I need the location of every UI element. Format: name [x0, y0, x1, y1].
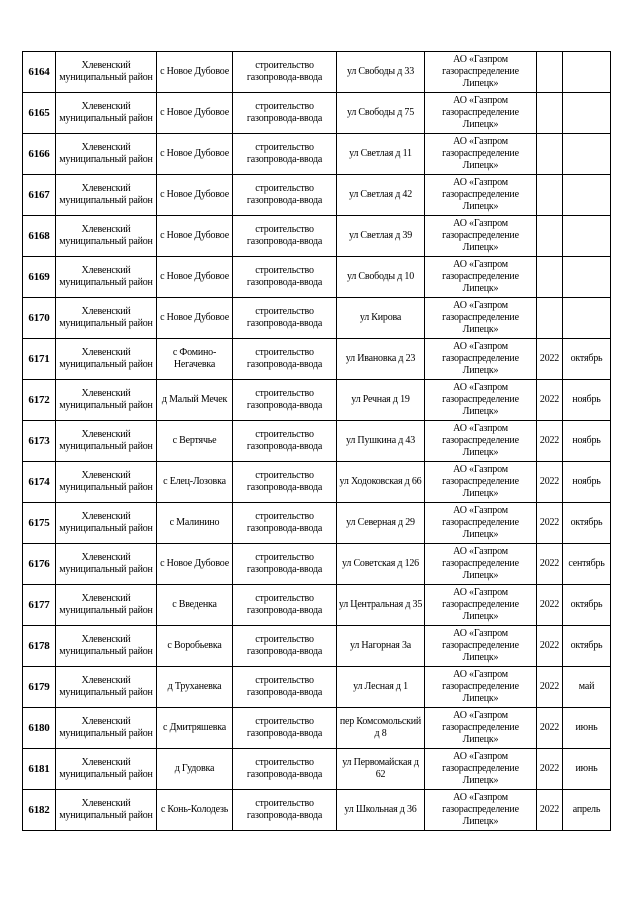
locality-cell: д Малый Мечек	[157, 380, 233, 421]
year-cell	[537, 52, 563, 93]
district-cell: Хлевенский муниципальный район	[56, 667, 157, 708]
work-type-cell: строительство газопровода-ввода	[233, 626, 337, 667]
year-cell	[537, 175, 563, 216]
year-cell: 2022	[537, 585, 563, 626]
address-cell: ул Первомайская д 62	[337, 749, 425, 790]
work-type-cell: строительство газопровода-ввода	[233, 790, 337, 831]
work-type-cell: строительство газопровода-ввода	[233, 503, 337, 544]
month-cell: май	[563, 667, 611, 708]
row-number-cell: 6165	[23, 93, 56, 134]
organization-cell: АО «Газпром газораспределение Липецк»	[425, 626, 537, 667]
work-type-cell: строительство газопровода-ввода	[233, 175, 337, 216]
locality-cell: с Новое Дубовое	[157, 175, 233, 216]
organization-cell: АО «Газпром газораспределение Липецк»	[425, 667, 537, 708]
organization-cell: АО «Газпром газораспределение Липецк»	[425, 216, 537, 257]
table-row	[23, 749, 611, 790]
district-cell: Хлевенский муниципальный район	[56, 421, 157, 462]
table-row	[23, 339, 611, 380]
month-cell: сентябрь	[563, 544, 611, 585]
work-type-cell: строительство газопровода-ввода	[233, 52, 337, 93]
row-number-cell: 6173	[23, 421, 56, 462]
month-cell: октябрь	[563, 503, 611, 544]
locality-cell: д Труханевка	[157, 667, 233, 708]
month-cell: октябрь	[563, 626, 611, 667]
row-number-cell: 6178	[23, 626, 56, 667]
year-cell: 2022	[537, 339, 563, 380]
row-number-cell: 6171	[23, 339, 56, 380]
year-cell: 2022	[537, 462, 563, 503]
district-cell: Хлевенский муниципальный район	[56, 339, 157, 380]
table-row	[23, 503, 611, 544]
month-cell: октябрь	[563, 585, 611, 626]
month-cell	[563, 257, 611, 298]
table-row	[23, 257, 611, 298]
organization-cell: АО «Газпром газораспределение Липецк»	[425, 544, 537, 585]
organization-cell: АО «Газпром газораспределение Липецк»	[425, 749, 537, 790]
organization-cell: АО «Газпром газораспределение Липецк»	[425, 380, 537, 421]
year-cell	[537, 134, 563, 175]
row-number-cell: 6167	[23, 175, 56, 216]
month-cell	[563, 52, 611, 93]
row-number-cell: 6166	[23, 134, 56, 175]
year-cell: 2022	[537, 380, 563, 421]
locality-cell: с Вертячье	[157, 421, 233, 462]
work-type-cell: строительство газопровода-ввода	[233, 667, 337, 708]
row-number-cell: 6182	[23, 790, 56, 831]
month-cell	[563, 298, 611, 339]
month-cell	[563, 216, 611, 257]
district-cell: Хлевенский муниципальный район	[56, 52, 157, 93]
address-cell: ул Центральная д 35	[337, 585, 425, 626]
table-row	[23, 790, 611, 831]
work-type-cell: строительство газопровода-ввода	[233, 216, 337, 257]
month-cell: июнь	[563, 749, 611, 790]
row-number-cell: 6164	[23, 52, 56, 93]
work-type-cell: строительство газопровода-ввода	[233, 462, 337, 503]
table-row	[23, 175, 611, 216]
organization-cell: АО «Газпром газораспределение Липецк»	[425, 708, 537, 749]
table-row	[23, 585, 611, 626]
table-row	[23, 134, 611, 175]
table-body	[23, 52, 611, 831]
district-cell: Хлевенский муниципальный район	[56, 544, 157, 585]
locality-cell: с Елец-Лозовка	[157, 462, 233, 503]
row-number-cell: 6168	[23, 216, 56, 257]
row-number-cell: 6174	[23, 462, 56, 503]
year-cell	[537, 93, 563, 134]
row-number-cell: 6181	[23, 749, 56, 790]
work-type-cell: строительство газопровода-ввода	[233, 257, 337, 298]
row-number-cell: 6179	[23, 667, 56, 708]
table-row	[23, 421, 611, 462]
work-type-cell: строительство газопровода-ввода	[233, 134, 337, 175]
locality-cell: с Введенка	[157, 585, 233, 626]
work-type-cell: строительство газопровода-ввода	[233, 93, 337, 134]
address-cell: ул Северная д 29	[337, 503, 425, 544]
gas-connection-table	[22, 51, 611, 831]
locality-cell: с Новое Дубовое	[157, 134, 233, 175]
row-number-cell: 6177	[23, 585, 56, 626]
year-cell: 2022	[537, 503, 563, 544]
organization-cell: АО «Газпром газораспределение Липецк»	[425, 421, 537, 462]
work-type-cell: строительство газопровода-ввода	[233, 298, 337, 339]
locality-cell: с Новое Дубовое	[157, 298, 233, 339]
month-cell: октябрь	[563, 339, 611, 380]
year-cell: 2022	[537, 667, 563, 708]
district-cell: Хлевенский муниципальный район	[56, 790, 157, 831]
table-row	[23, 52, 611, 93]
address-cell: ул Ивановка д 23	[337, 339, 425, 380]
year-cell	[537, 216, 563, 257]
table-row	[23, 216, 611, 257]
locality-cell: с Конь-Колодезь	[157, 790, 233, 831]
month-cell	[563, 134, 611, 175]
address-cell: ул Ходоковская д 66	[337, 462, 425, 503]
organization-cell: АО «Газпром газораспределение Липецк»	[425, 93, 537, 134]
locality-cell: с Новое Дубовое	[157, 216, 233, 257]
table-row	[23, 708, 611, 749]
address-cell: ул Пушкина д 43	[337, 421, 425, 462]
address-cell: ул Школьная д 36	[337, 790, 425, 831]
month-cell: ноябрь	[563, 462, 611, 503]
address-cell: ул Советская д 126	[337, 544, 425, 585]
month-cell: апрель	[563, 790, 611, 831]
address-cell: ул Светлая д 39	[337, 216, 425, 257]
locality-cell: с Новое Дубовое	[157, 93, 233, 134]
district-cell: Хлевенский муниципальный район	[56, 175, 157, 216]
organization-cell: АО «Газпром газораспределение Липецк»	[425, 790, 537, 831]
district-cell: Хлевенский муниципальный район	[56, 749, 157, 790]
work-type-cell: строительство газопровода-ввода	[233, 380, 337, 421]
district-cell: Хлевенский муниципальный район	[56, 462, 157, 503]
organization-cell: АО «Газпром газораспределение Липецк»	[425, 175, 537, 216]
locality-cell: д Гудовка	[157, 749, 233, 790]
row-number-cell: 6170	[23, 298, 56, 339]
month-cell: ноябрь	[563, 380, 611, 421]
locality-cell: с Дмитряшевка	[157, 708, 233, 749]
district-cell: Хлевенский муниципальный район	[56, 585, 157, 626]
address-cell: ул Речная д 19	[337, 380, 425, 421]
work-type-cell: строительство газопровода-ввода	[233, 749, 337, 790]
year-cell: 2022	[537, 544, 563, 585]
district-cell: Хлевенский муниципальный район	[56, 134, 157, 175]
table-row	[23, 93, 611, 134]
locality-cell: с Фомино-Негачевка	[157, 339, 233, 380]
address-cell: ул Нагорная 3а	[337, 626, 425, 667]
organization-cell: АО «Газпром газораспределение Липецк»	[425, 585, 537, 626]
district-cell: Хлевенский муниципальный район	[56, 216, 157, 257]
table-row	[23, 462, 611, 503]
year-cell: 2022	[537, 749, 563, 790]
address-cell: ул Светлая д 11	[337, 134, 425, 175]
month-cell	[563, 93, 611, 134]
locality-cell: с Новое Дубовое	[157, 52, 233, 93]
table-row	[23, 380, 611, 421]
work-type-cell: строительство газопровода-ввода	[233, 585, 337, 626]
locality-cell: с Воробьевка	[157, 626, 233, 667]
work-type-cell: строительство газопровода-ввода	[233, 544, 337, 585]
district-cell: Хлевенский муниципальный район	[56, 298, 157, 339]
month-cell: ноябрь	[563, 421, 611, 462]
district-cell: Хлевенский муниципальный район	[56, 93, 157, 134]
table-row	[23, 667, 611, 708]
organization-cell: АО «Газпром газораспределение Липецк»	[425, 134, 537, 175]
row-number-cell: 6180	[23, 708, 56, 749]
work-type-cell: строительство газопровода-ввода	[233, 421, 337, 462]
row-number-cell: 6175	[23, 503, 56, 544]
table-row	[23, 626, 611, 667]
year-cell: 2022	[537, 421, 563, 462]
organization-cell: АО «Газпром газораспределение Липецк»	[425, 52, 537, 93]
year-cell: 2022	[537, 708, 563, 749]
year-cell: 2022	[537, 790, 563, 831]
district-cell: Хлевенский муниципальный район	[56, 503, 157, 544]
row-number-cell: 6169	[23, 257, 56, 298]
row-number-cell: 6172	[23, 380, 56, 421]
district-cell: Хлевенский муниципальный район	[56, 380, 157, 421]
work-type-cell: строительство газопровода-ввода	[233, 339, 337, 380]
month-cell	[563, 175, 611, 216]
address-cell: пер Комсомольский д 8	[337, 708, 425, 749]
locality-cell: с Новое Дубовое	[157, 544, 233, 585]
locality-cell: с Новое Дубовое	[157, 257, 233, 298]
address-cell: ул Лесная д 1	[337, 667, 425, 708]
year-cell: 2022	[537, 626, 563, 667]
district-cell: Хлевенский муниципальный район	[56, 708, 157, 749]
organization-cell: АО «Газпром газораспределение Липецк»	[425, 257, 537, 298]
organization-cell: АО «Газпром газораспределение Липецк»	[425, 339, 537, 380]
organization-cell: АО «Газпром газораспределение Липецк»	[425, 503, 537, 544]
work-type-cell: строительство газопровода-ввода	[233, 708, 337, 749]
address-cell: ул Свободы д 10	[337, 257, 425, 298]
table-row	[23, 544, 611, 585]
month-cell: июнь	[563, 708, 611, 749]
district-cell: Хлевенский муниципальный район	[56, 626, 157, 667]
address-cell: ул Свободы д 33	[337, 52, 425, 93]
address-cell: ул Светлая д 42	[337, 175, 425, 216]
organization-cell: АО «Газпром газораспределение Липецк»	[425, 462, 537, 503]
table-row	[23, 298, 611, 339]
organization-cell: АО «Газпром газораспределение Липецк»	[425, 298, 537, 339]
district-cell: Хлевенский муниципальный район	[56, 257, 157, 298]
address-cell: ул Свободы д 75	[337, 93, 425, 134]
row-number-cell: 6176	[23, 544, 56, 585]
year-cell	[537, 298, 563, 339]
year-cell	[537, 257, 563, 298]
locality-cell: с Малинино	[157, 503, 233, 544]
address-cell: ул Кирова	[337, 298, 425, 339]
